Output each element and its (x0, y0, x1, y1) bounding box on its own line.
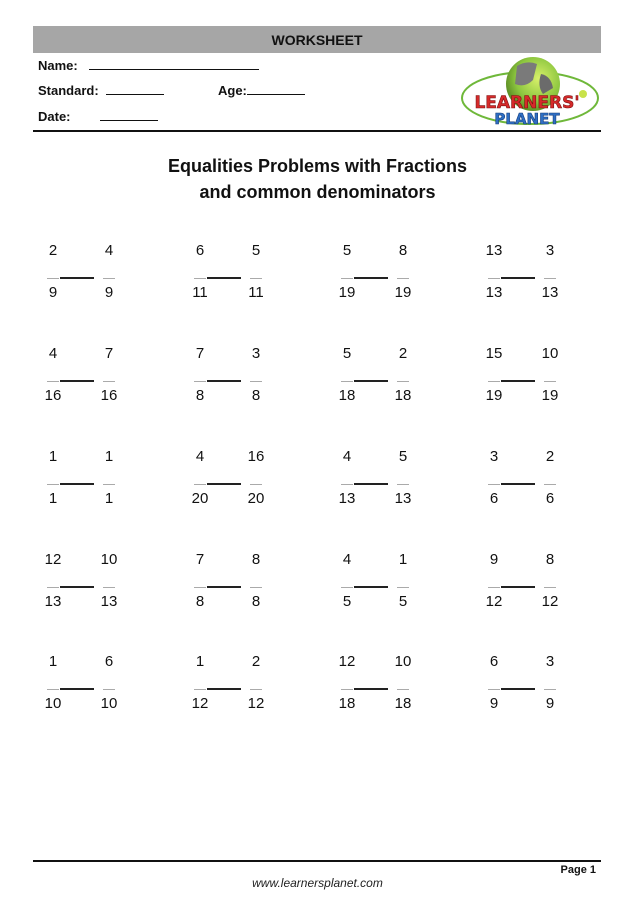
worksheet-header-bar (33, 26, 601, 53)
right-numerator: 1 (104, 448, 114, 465)
right-numerator: 5 (398, 448, 408, 465)
right-numerator: 10 (394, 653, 412, 670)
right-denominator: 10 (100, 695, 118, 712)
right-fraction-bar (250, 587, 262, 588)
fraction-comparison-problem (187, 242, 287, 312)
left-denominator: 8 (195, 593, 205, 610)
right-fraction-bar (103, 587, 115, 588)
left-numerator: 6 (489, 653, 499, 670)
left-numerator: 7 (195, 551, 205, 568)
left-fraction-bar (194, 689, 206, 690)
left-fraction-bar (47, 587, 59, 588)
right-numerator: 5 (251, 242, 261, 259)
right-denominator: 5 (398, 593, 408, 610)
comparison-answer-blank[interactable] (501, 688, 535, 690)
right-denominator: 9 (104, 284, 114, 301)
fraction-comparison-problem (334, 242, 434, 312)
right-denominator: 9 (545, 695, 555, 712)
right-denominator: 19 (394, 284, 412, 301)
comparison-answer-blank[interactable] (354, 586, 388, 588)
fraction-comparison-problem (481, 653, 581, 723)
right-denominator: 13 (100, 593, 118, 610)
left-fraction-bar (47, 689, 59, 690)
comparison-answer-blank[interactable] (207, 380, 241, 382)
page-number: Page 1 (560, 864, 596, 876)
left-denominator: 20 (191, 490, 209, 507)
right-numerator: 2 (545, 448, 555, 465)
age-field (218, 82, 305, 98)
right-fraction-bar (544, 587, 556, 588)
comparison-answer-blank[interactable] (354, 277, 388, 279)
header-divider (33, 130, 601, 132)
right-denominator: 1 (104, 490, 114, 507)
right-fraction-bar (397, 587, 409, 588)
right-denominator: 20 (247, 490, 265, 507)
left-denominator: 13 (44, 593, 62, 610)
left-numerator: 13 (485, 242, 503, 259)
fraction-comparison-problem (334, 345, 434, 415)
left-fraction-bar (47, 381, 59, 382)
right-fraction-bar (544, 484, 556, 485)
right-fraction-bar (103, 484, 115, 485)
fraction-comparison-problem (481, 448, 581, 518)
comparison-answer-blank[interactable] (207, 688, 241, 690)
left-denominator: 9 (48, 284, 58, 301)
right-numerator: 10 (541, 345, 559, 362)
left-numerator: 15 (485, 345, 503, 362)
left-denominator: 9 (489, 695, 499, 712)
left-denominator: 6 (489, 490, 499, 507)
right-denominator: 8 (251, 387, 261, 404)
right-denominator: 8 (251, 593, 261, 610)
fraction-comparison-problem (40, 345, 140, 415)
left-denominator: 5 (342, 593, 352, 610)
right-fraction-bar (397, 381, 409, 382)
fraction-comparison-problem (481, 551, 581, 621)
left-denominator: 19 (485, 387, 503, 404)
right-fraction-bar (397, 484, 409, 485)
worksheet-title-line1: Equalities Problems with Fractions (167, 156, 468, 176)
left-numerator: 12 (44, 551, 62, 568)
left-numerator: 2 (48, 242, 58, 259)
left-fraction-bar (47, 278, 59, 279)
right-numerator: 4 (104, 242, 114, 259)
right-denominator: 18 (394, 387, 412, 404)
left-denominator: 12 (191, 695, 209, 712)
left-denominator: 18 (338, 387, 356, 404)
left-denominator: 13 (485, 284, 503, 301)
right-denominator: 11 (248, 284, 264, 301)
right-fraction-bar (250, 484, 262, 485)
right-numerator: 3 (545, 653, 555, 670)
left-numerator: 1 (195, 653, 205, 670)
left-denominator: 11 (192, 284, 208, 301)
left-denominator: 18 (338, 695, 356, 712)
right-numerator: 8 (251, 551, 261, 568)
right-denominator: 19 (541, 387, 559, 404)
right-denominator: 16 (100, 387, 118, 404)
fraction-comparison-problem (481, 345, 581, 415)
fraction-comparison-problem (187, 653, 287, 723)
right-numerator: 3 (251, 345, 261, 362)
right-numerator: 7 (104, 345, 114, 362)
right-fraction-bar (544, 689, 556, 690)
worksheet-title-line2: and common denominators (199, 182, 436, 202)
fraction-comparison-problem (187, 551, 287, 621)
left-numerator: 3 (489, 448, 499, 465)
right-numerator: 8 (545, 551, 555, 568)
standard-blank[interactable] (106, 82, 164, 95)
fraction-comparison-problem (40, 448, 140, 518)
left-fraction-bar (488, 587, 500, 588)
comparison-answer-blank[interactable] (354, 688, 388, 690)
name-field (38, 57, 259, 73)
website-url[interactable]: www.learnersplanet.com (252, 876, 383, 890)
left-numerator: 1 (48, 653, 58, 670)
left-fraction-bar (341, 689, 353, 690)
right-numerator: 16 (247, 448, 265, 465)
left-fraction-bar (194, 484, 206, 485)
right-fraction-bar (544, 381, 556, 382)
comparison-answer-blank[interactable] (501, 277, 535, 279)
right-fraction-bar (544, 278, 556, 279)
left-fraction-bar (488, 381, 500, 382)
right-fraction-bar (103, 278, 115, 279)
left-numerator: 4 (195, 448, 205, 465)
left-denominator: 13 (338, 490, 356, 507)
right-fraction-bar (250, 278, 262, 279)
name-label: Name: (38, 58, 78, 73)
comparison-answer-blank[interactable] (501, 586, 535, 588)
left-fraction-bar (341, 484, 353, 485)
right-denominator: 18 (394, 695, 412, 712)
comparison-answer-blank[interactable] (207, 586, 241, 588)
comparison-answer-blank[interactable] (60, 586, 94, 588)
left-denominator: 16 (44, 387, 62, 404)
worksheet-heading: WORKSHEET (271, 32, 363, 48)
comparison-answer-blank[interactable] (207, 483, 241, 485)
left-denominator: 10 (44, 695, 62, 712)
age-blank[interactable] (247, 82, 305, 95)
right-numerator: 3 (545, 242, 555, 259)
left-fraction-bar (341, 381, 353, 382)
left-denominator: 12 (485, 593, 503, 610)
left-fraction-bar (488, 484, 500, 485)
right-numerator: 6 (104, 653, 114, 670)
left-fraction-bar (194, 381, 206, 382)
fraction-comparison-problem (187, 345, 287, 415)
globe-icon (455, 54, 600, 130)
left-numerator: 4 (342, 448, 352, 465)
comparison-answer-blank[interactable] (207, 277, 241, 279)
fraction-comparison-problem (40, 551, 140, 621)
fraction-comparison-problem (40, 242, 140, 312)
svg-text:PLANET: PLANET (494, 110, 560, 128)
left-denominator: 8 (195, 387, 205, 404)
right-numerator: 10 (100, 551, 118, 568)
left-numerator: 4 (342, 551, 352, 568)
fraction-comparison-problem (481, 242, 581, 312)
left-numerator: 5 (342, 345, 352, 362)
left-fraction-bar (341, 587, 353, 588)
name-blank[interactable] (89, 57, 259, 70)
comparison-answer-blank[interactable] (354, 483, 388, 485)
right-fraction-bar (103, 689, 115, 690)
right-numerator: 2 (251, 653, 261, 670)
comparison-answer-blank[interactable] (60, 688, 94, 690)
right-numerator: 8 (398, 242, 408, 259)
comparison-answer-blank[interactable] (354, 380, 388, 382)
left-denominator: 1 (48, 490, 58, 507)
left-numerator: 1 (48, 448, 58, 465)
right-denominator: 13 (541, 284, 559, 301)
right-denominator: 12 (247, 695, 265, 712)
fraction-comparison-problem (334, 653, 434, 723)
right-numerator: 2 (398, 345, 408, 362)
left-numerator: 5 (342, 242, 352, 259)
right-denominator: 13 (394, 490, 412, 507)
right-fraction-bar (103, 381, 115, 382)
left-fraction-bar (488, 278, 500, 279)
right-numerator: 1 (398, 551, 408, 568)
left-fraction-bar (194, 278, 206, 279)
fraction-comparison-problem (334, 551, 434, 621)
right-fraction-bar (250, 689, 262, 690)
right-denominator: 6 (545, 490, 555, 507)
right-fraction-bar (397, 278, 409, 279)
right-fraction-bar (250, 381, 262, 382)
standard-label: Standard: (38, 83, 99, 98)
comparison-answer-blank[interactable] (60, 483, 94, 485)
comparison-answer-blank[interactable] (501, 380, 535, 382)
comparison-answer-blank[interactable] (60, 380, 94, 382)
left-fraction-bar (341, 278, 353, 279)
date-blank[interactable] (100, 108, 158, 121)
left-numerator: 7 (195, 345, 205, 362)
svg-text:LEARNERS': LEARNERS' (474, 93, 580, 113)
left-fraction-bar (47, 484, 59, 485)
comparison-answer-blank[interactable] (501, 483, 535, 485)
left-numerator: 6 (195, 242, 205, 259)
footer-divider (33, 860, 601, 862)
fraction-comparison-problem (40, 653, 140, 723)
comparison-answer-blank[interactable] (60, 277, 94, 279)
learners-planet-logo (455, 54, 600, 130)
date-label: Date: (38, 109, 71, 124)
left-numerator: 4 (48, 345, 58, 362)
left-denominator: 19 (338, 284, 356, 301)
standard-field (38, 82, 164, 98)
date-field (38, 108, 158, 124)
right-fraction-bar (397, 689, 409, 690)
left-numerator: 12 (338, 653, 356, 670)
left-fraction-bar (194, 587, 206, 588)
fraction-comparison-problem (334, 448, 434, 518)
right-denominator: 12 (541, 593, 559, 610)
age-label: Age: (218, 83, 247, 98)
left-numerator: 9 (489, 551, 499, 568)
left-fraction-bar (488, 689, 500, 690)
fraction-comparison-problem (187, 448, 287, 518)
